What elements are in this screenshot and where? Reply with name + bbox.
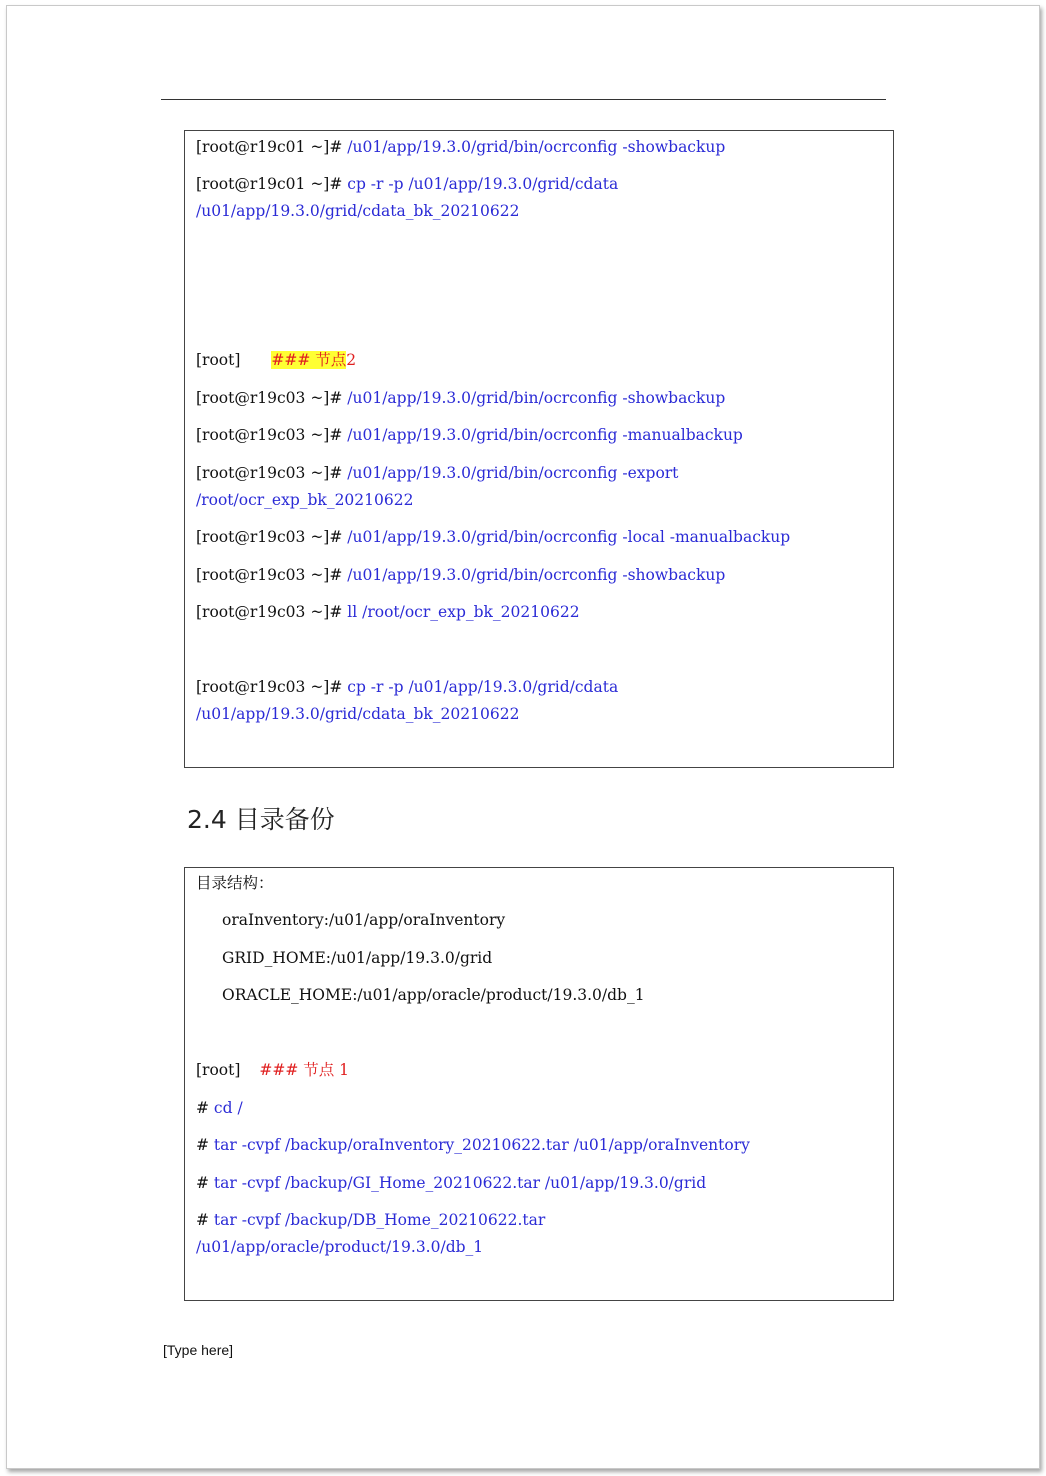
shell-command: /u01/app/19.3.0/grid/bin/ocrconfig -showbackup [347,566,726,584]
header-rule [161,99,886,100]
shell-prompt: # [196,1136,214,1154]
directory-entry: oraInventory:/u01/app/oraInventory [222,911,506,929]
code-line [196,1173,706,1193]
shell-command: /u01/app/19.3.0/grid/bin/ocrconfig -export [347,464,679,482]
shell-command: cd / [213,1099,243,1117]
code-block-ocr-backup [184,130,894,768]
shell-command: cp -r -p /u01/app/19.3.0/grid/cdata [347,678,619,696]
code-line [196,425,743,445]
shell-prompt: [root@r19c01 ~]# [196,138,348,156]
code-line [196,527,790,547]
node-comment-highlight: ### 节点 [271,351,347,369]
code-line [196,1210,545,1230]
code-line [196,463,678,483]
shell-command: tar -cvpf /backup/GI_Home_20210622.tar /u01/app/19.3.0/grid [213,1174,707,1192]
shell-command: /u01/app/19.3.0/grid/bin/ocrconfig -local -manualbackup [347,528,791,546]
shell-prompt: [root@r19c03 ~]# [196,528,348,546]
shell-command: cp -r -p /u01/app/19.3.0/grid/cdata [347,175,619,193]
directory-entry: ORACLE_HOME:/u01/app/oracle/product/19.3.0/db_1 [222,986,645,1004]
code-line-continuation: /u01/app/oracle/product/19.3.0/db_1 [196,1238,484,1256]
footer-placeholder: [Type here] [163,1342,234,1358]
directory-structure-title: 目录结构： [196,874,274,892]
code-block-directory-backup [184,867,894,1301]
shell-prompt: [root@r19c03 ~]# [196,389,348,407]
node-comment-line [196,350,356,370]
shell-prompt: [root@r19c03 ~]# [196,566,348,584]
shell-prompt: # [196,1211,214,1229]
code-line-continuation: /u01/app/19.3.0/grid/cdata_bk_20210622 [196,202,520,220]
section-heading: 2.4 目录备份 [187,805,335,834]
shell-command: /u01/app/19.3.0/grid/bin/ocrconfig -showbackup [347,138,726,156]
directory-entry: GRID_HOME:/u01/app/19.3.0/grid [222,949,493,967]
shell-prompt: [root@r19c03 ~]# [196,678,348,696]
node-comment-line [196,1060,349,1080]
code-line-continuation: /root/ocr_exp_bk_20210622 [196,491,414,509]
node-number: 2 [346,351,357,369]
shell-prompt: [root@r19c03 ~]# [196,426,348,444]
code-line [196,602,580,622]
shell-prompt: [root@r19c03 ~]# [196,603,348,621]
shell-prompt: [root@r19c01 ~]# [196,175,348,193]
shell-prompt: # [196,1174,214,1192]
code-line [196,1135,750,1155]
code-line [196,1098,243,1118]
code-line [196,174,618,194]
shell-prompt: [root] [196,1061,241,1079]
node-comment: ### 节点 1 [259,1061,350,1079]
shell-prompt: # [196,1099,214,1117]
code-line [196,388,725,408]
shell-command: /u01/app/19.3.0/grid/bin/ocrconfig -manualbackup [347,426,743,444]
code-line-continuation: /u01/app/19.3.0/grid/cdata_bk_20210622 [196,705,520,723]
shell-prompt: [root] [196,351,241,369]
code-line [196,565,725,585]
shell-prompt: [root@r19c03 ~]# [196,464,348,482]
code-line [196,137,725,157]
shell-command: tar -cvpf /backup/oraInventory_20210622.tar /u01/app/oraInventory [213,1136,750,1154]
shell-command: tar -cvpf /backup/DB_Home_20210622.tar [213,1211,546,1229]
shell-command: /u01/app/19.3.0/grid/bin/ocrconfig -showbackup [347,389,726,407]
shell-command: ll /root/ocr_exp_bk_20210622 [347,603,580,621]
code-line [196,677,618,697]
